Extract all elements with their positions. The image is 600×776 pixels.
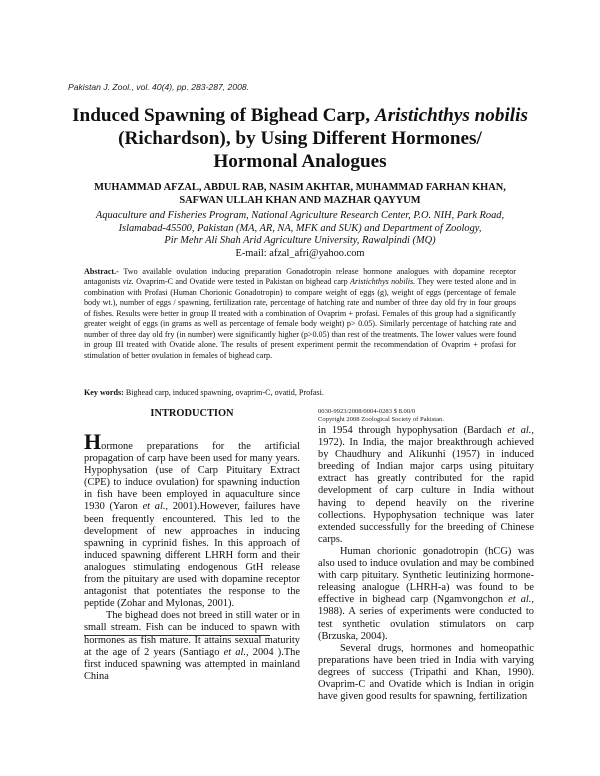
contact-email: E-mail: afzal_afri@yahoo.com xyxy=(235,248,365,259)
intro-et-al-2: et al., xyxy=(223,646,249,658)
drop-cap: H xyxy=(84,429,102,454)
issn-line: 0030-9923/2008/0004-0283 $ 8.00/0 xyxy=(318,408,416,415)
authors-line1: MUHAMMAD AFZAL, ABDUL RAB, NASIM AKHTAR, MUHAMMAD FARHAN KHAN, xyxy=(94,182,506,193)
issn-copyright xyxy=(318,408,534,425)
left-column xyxy=(84,429,301,683)
title-species: Aristichthys nobilis xyxy=(374,105,528,126)
abstract-text-1: Two available ovulation inducing preparation Gonadotropin release hormone analogues with dopamine receptor antagonists xyxy=(84,267,516,287)
footnote-divider xyxy=(84,635,270,636)
intro-p1-rest-b: 2001).However, failures have been frequently encountered. This led to the development of new approaches in inducing spawning in cyprinid fishes. In this approach of induced spawning different LHRH form and their analogues stimulating endogenous GtH release from the pituitary are used with dopamine receptor antagonist that potentiates the response to the peptide (Zohar and Mylonas, 2001). xyxy=(84,501,301,610)
authors-line2: SAFWAN ULLAH KHAN AND MAZHAR QAYYUM xyxy=(179,195,421,206)
affiliation-line3: Pir Mehr Ali Shah Arid Agriculture University, Rawalpindi (MQ) xyxy=(164,235,436,247)
affiliation-line1: Aquaculture and Fisheries Program, National Agriculture Research Center, P.O. NIH, Park Road, xyxy=(95,210,505,221)
intro-paragraph-1 xyxy=(84,429,301,610)
title-line2: (Richardson), by Using Different Hormones/ xyxy=(118,128,482,149)
right-p1-b: 1972). In India, the major breakthrough achieved by Chaudhury and Alikunhi (1957) in induced breeding of Indian major carps using pituitary extract has greatly contributed for the rapid development of carp culture in India without having to depend heavily on the riverine collections. Hypophysation technique was later extended successfully for the breeding of Chinese carps. xyxy=(318,437,534,545)
intro-et-al-1: et al., xyxy=(142,501,169,513)
abstract-species: Aristichthys nobilis. xyxy=(350,277,416,287)
copyright-line: Copyright 2008 Zoological Society of Pakistan. xyxy=(318,416,444,424)
intro-p2-a: The bighead does not breed in still water or in small stream. Fish can be induced to spawn with hormones as fish mature. It attains sexual maturity at the age of 2 years (Santiago xyxy=(84,610,300,658)
affiliations xyxy=(52,210,548,248)
right-p1-a: in 1954 through hypophysation (Bardach xyxy=(318,425,508,436)
right-p2-a: Human chorionic gonadotropin (hCG) was also used to induce ovulation and may be combined with carp pituitary. Synthetic leutinizing hormone-releasing analogue (LHRH-a) was found to be effective in bighead carp (Ngamvongchon xyxy=(318,545,534,606)
abstract-viz: viz. xyxy=(122,277,134,287)
right-paragraph-3: Several drugs, hormones and homeopathic preparations have been tried in India with varying degrees of success (Tripathi and Khan, 1990). Ovaprim-C and Ovatide which is Indian in origin have given good results for spawning, fertilization xyxy=(318,642,534,703)
intro-paragraph-2 xyxy=(84,610,300,683)
affiliation-line2: Islamabad-45500, Pakistan (MA, AR, NA, MFK and SUK) and Department of Zoology, xyxy=(118,222,482,234)
right-paragraph-2 xyxy=(318,546,534,643)
right-column xyxy=(318,425,534,703)
intro-p1-rest-a: propagation of carp have been used for many years. Hypophysation (use of Carp Pituitary Extract (CPE) to induce ovulation) for spawning induction in fish have been employed in aquaculture since 1930 (Yaron xyxy=(84,453,300,513)
keywords-label: Key words: xyxy=(84,388,124,397)
right-paragraph-1 xyxy=(318,425,534,546)
author-list xyxy=(52,181,548,207)
right-et-al-2: et al., xyxy=(508,594,534,606)
abstract-text-2: Ovaprim-C and Ovatide were tested in Pakistan on bighead carp xyxy=(133,277,351,287)
journal-reference: Pakistan J. Zool., vol. 40(4), pp. 283-287, 2008. xyxy=(68,82,250,92)
right-p2-b: 1988). A series of experiments were conducted to test synthetic ovulation stimulators on carp (Brzuska, 2004). xyxy=(318,606,534,642)
keywords-text: Bighead carp, induced spawning, ovaprim-C, ovatid, Profasi. xyxy=(123,388,324,397)
title-line3: Hormonal Analogues xyxy=(213,151,387,172)
intro-p1-start: ormone preparations for the artificial xyxy=(101,441,300,452)
abstract xyxy=(84,267,516,361)
section-heading-introduction: INTRODUCTION xyxy=(150,408,234,419)
paper-title xyxy=(52,104,548,173)
abstract-text-3: They were tested alone and in combination with Profasi (Human Chorionic Gonadotropin) to compare weight of eggs (g), weight of eggs (percentage of female body wt.), number of eggs / spawning, fertilization rate, percentage of hatching rate and number of three day old fry in four groups of fishes. Results were better in group II treated with a combination of Ovaprim + profasi. Females of this group had a significantly greater weight of eggs (in grams as well as percentage of female body weight) p> 0.05). Similarly percentage of hatching rate and number of three day old fry (in number) were significantly higher (p>0.05) than rest of the treatments. The lower values were found in group III treated with Ovatide alone. The results of present experiment permit the recommendation of Ovaprim + profasi for stimulation of better ovulation in females of bighead carp. xyxy=(84,277,516,360)
intro-p2-b: 2004 ).The first induced spawning was attempted in mainland China xyxy=(84,646,300,682)
abstract-label: Abstract.- xyxy=(84,267,119,276)
right-et-al-1: et al., xyxy=(507,425,534,436)
keywords xyxy=(84,388,516,397)
title-line1: Induced Spawning of Bighead Carp, xyxy=(72,105,371,126)
